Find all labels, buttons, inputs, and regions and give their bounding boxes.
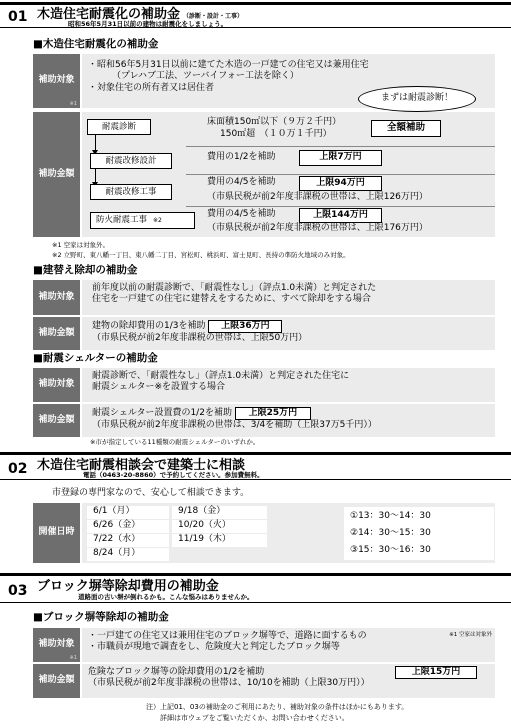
rebuild-amount-content: 建物の除却費用の1/3を補助 上限36万円 （市県民税が前2年度非課税の世帯は、上限50万円） [82, 317, 495, 350]
fire-cost: 費用の4/5を補助 [207, 209, 276, 219]
fire-limit-badge: 上限144万円 [299, 208, 382, 223]
block-amount-label: 補助金額 [33, 664, 80, 698]
schedule-row [33, 503, 495, 563]
speech-bubble: まずは耐震診断！ [358, 86, 476, 112]
schedule-label: 開催日時 [33, 503, 80, 563]
section-title: ブロック塀等除却費用の補助金 [37, 579, 219, 594]
block-limit-badge: 上限15万円 [395, 666, 477, 679]
section-subtitle: 昭和56年5月31日以前の建物は耐震化をしましょう。 [68, 20, 228, 28]
schedule-content [82, 503, 495, 563]
step-diagnosis: 耐震診断 [87, 119, 151, 135]
step-design: 耐震改修設計 [90, 153, 172, 169]
subsection-heading: ■木造住宅耐震化の補助金 [33, 38, 159, 50]
subsection-heading: ■ブロック塀等除却の補助金 [33, 611, 169, 623]
time-slot: ③15：30～16：30 [350, 545, 431, 555]
date-item: 6/26（金） [87, 520, 169, 533]
rebuild-target-label: 補助対象 [33, 280, 80, 315]
date-column-1 [87, 506, 169, 561]
section-subtitle: 電話（0463-20-8860）で予約してください。参加費無料。 [83, 471, 264, 479]
block-amount-row [33, 664, 495, 698]
diagnosis-cost: 床面積150㎡以下（９万２千円） 150㎡超 （１０万１千円） [207, 117, 342, 139]
section-number: 02 [8, 461, 28, 477]
shelter-target-label: 補助対象 [33, 368, 80, 402]
shelter-amount-label: 補助金額 [33, 404, 80, 437]
work-cost-note: （市県民税が前2年度非課税の世帯は、上限126万円） [207, 192, 428, 202]
work-limit-badge: 上限94万円 [299, 176, 382, 191]
rebuild-target-content: 前年度以前の耐震診断で、「耐震性なし」（評点1.0未満）と判定された 住宅を一戸建ての住宅に建替えをするために、すべて除却をする場合 [82, 280, 495, 315]
footnote-2: ※2 立野町、東八幡一丁目、東八幡二丁目、宮松町、桃浜町、富士見町、長持の準防火地域のみ対象。 [52, 251, 350, 259]
footnote-3: ※市が指定している11種類の耐震シェルターのいずれか。 [90, 438, 260, 446]
rebuild-amount-row [33, 317, 495, 350]
amount-content [82, 112, 495, 237]
block-target-row [33, 628, 495, 662]
divider [186, 206, 495, 207]
date-item: 9/18（金） [172, 506, 267, 519]
section-number: 01 [8, 9, 28, 25]
fire-cost-note: （市県民税が前2年度非課税の世帯は、上限176万円） [207, 223, 428, 233]
rebuild-amount-label: 補助金額 [33, 317, 80, 350]
block-target-label: 補助対象 ※1 [33, 628, 80, 662]
block-side-note: ※1 空家は対象外 [449, 632, 492, 638]
section-subtitle: 道路面の古い塀が倒れるかも。こんな悩みはありませんか。 [78, 593, 254, 601]
time-slots [344, 507, 494, 560]
date-item: 7/22（水） [87, 534, 169, 547]
arrow-down-icon [95, 135, 96, 151]
section-03-header [0, 573, 511, 603]
date-item: 10/20（火） [172, 520, 267, 533]
shelter-target-content: 耐震診断で、「耐震性なし」（評点1.0未満）と判定された住宅に 耐震シェルター※を設置する場合 [82, 368, 495, 402]
shelter-amount-content: 耐震シェルター設置費の1/2を補助 上限25万円 （市県民税が前2年度非課税の世帯は、3/4を補助（上限37万5千円）） [82, 404, 495, 437]
divider [186, 174, 495, 175]
section-title: 木造住宅耐震化の補助金 （診断・設計・工事） [37, 7, 244, 22]
rebuild-limit-badge: 上限36万円 [208, 320, 282, 333]
block-amount-content: 危険なブロック塀等の除却費用の1/2を補助 （市県民税が前2年度非課税の世帯は、10/10を補助（上限30万円）） 上限15万円 [82, 664, 495, 698]
subsection-heading: ■耐震シェルターの補助金 [33, 352, 158, 364]
section-number: 03 [8, 583, 28, 599]
subsection-heading: ■建替え除却の補助金 [33, 264, 138, 276]
target-content: ・昭和56年5月31日以前に建てた木造の一戸建ての住宅又は兼用住宅 （プレハブ工法、ツーバイフォー工法を除く） ・対象住宅の所有者又は居住者 [82, 54, 495, 108]
shelter-limit-badge: 上限25万円 [235, 407, 311, 420]
time-slot: ①13：30～14：30 [350, 511, 431, 521]
footer-note: 注）上記01、03の補助金のご利用にあたり、補助対象の条件はほかにもあります。 [146, 703, 409, 711]
design-cost: 費用の1/2を補助 [207, 152, 276, 162]
amount-label: 補助金額 [33, 112, 80, 237]
date-column-2 [172, 506, 267, 547]
shelter-amount-row [33, 404, 495, 437]
time-slot: ②14：30～15：30 [350, 528, 431, 538]
block-target-content: ・一戸建ての住宅又は兼用住宅のブロック塀等で、道路に面するもの ・市職員が現地で調査をし、危険度大と判定したブロック塀等 ※1 空家は対象外 [82, 628, 495, 662]
target-label: 補助対象 ※1 [33, 54, 80, 108]
date-item: 11/19（木） [172, 534, 267, 547]
shelter-target-row [33, 368, 495, 402]
footnote-1: ※1 空家は対象外。 [52, 241, 110, 249]
arrow-down-icon [95, 169, 96, 183]
date-item: 6/1（月） [87, 506, 169, 519]
consult-intro: 市登録の専門家なので、安心して相談できます。 [52, 488, 250, 498]
step-work: 耐震改修工事 [90, 184, 172, 200]
work-cost: 費用の4/5を補助 [207, 177, 276, 187]
divider [186, 146, 495, 147]
footer-note: 詳細は市ウェブをご覧いただくか、お問い合わせください。 [160, 714, 349, 722]
date-item: 8/24（月） [87, 548, 169, 561]
design-limit-badge: 上限7万円 [299, 150, 382, 166]
rebuild-target-row [33, 280, 495, 315]
amount-row [33, 112, 495, 237]
full-subsidy-badge: 全額補助 [371, 120, 441, 137]
section-title: 木造住宅耐震相談会で建築士に相談 [37, 458, 246, 473]
step-fire: 防火耐震工事 ※2 [90, 212, 195, 229]
